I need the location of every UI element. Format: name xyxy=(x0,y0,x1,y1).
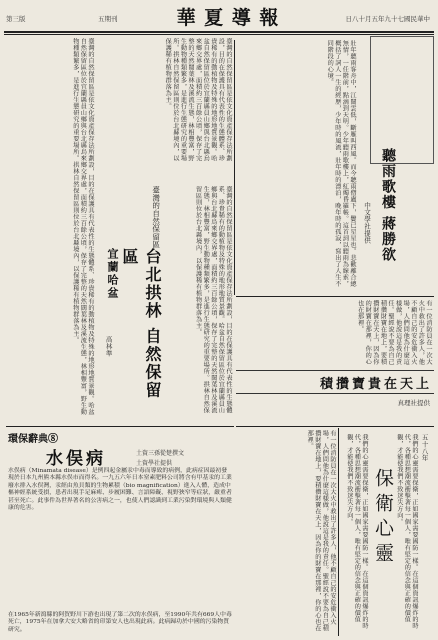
masthead xyxy=(0,0,438,34)
disease-title: 水俣病 xyxy=(46,449,106,469)
article-guard xyxy=(340,428,434,636)
row-rule-bottom xyxy=(236,426,434,427)
reserve-title: 台北拱林 自然保留區 xyxy=(120,248,162,400)
reserve-byline: 高林準 xyxy=(104,336,113,357)
article-poem xyxy=(236,36,434,294)
guard-date: 五十八年 xyxy=(420,434,429,462)
article-disease xyxy=(6,428,234,636)
guard-title: 保衛心靈 xyxy=(372,468,394,568)
fireman-title: 積攢寶貴在天上 xyxy=(319,377,432,392)
disease-author: 土資三孫從楚撰文 xyxy=(136,450,185,457)
fireman-body-top: 有一位消防員在一次大火中救出了許多人，他不顧自己的安危衝入火場，人們問他為什麼這樣做，他說這是我的責任。聖經說不要為自己積攢財寶在地上，要積攢財寶在天上，因為你的財寶在那裡，你的心也在那裡。 xyxy=(356,300,432,365)
reserve-series: 臺灣的自然保留區 xyxy=(151,186,161,249)
poem-byline: 中文學社提供 xyxy=(362,202,371,244)
row-rule-left xyxy=(6,426,234,427)
fireman-body-bottom: 有一位消防員在一次大火中救出了許多人，他不顧自己的安危衝入火場，人們問他為什麼這樣做，他說這是我的責任。聖經說不要為自己積攢財寶在地上，要積攢財寶在天上，因為你的財寶在那裡，你的心也在那裡。 xyxy=(306,430,336,632)
disease-author-2: 土資學社提供 xyxy=(136,460,173,467)
guard-body: 我們的心靈需要保衛，正如國家需要國防一樣。在這個資訊爆炸的時代，各種思想潮流衝擊著每一個人，唯有堅定的信念與正確的價值觀，才能使我們不致迷失方向。 xyxy=(395,434,418,629)
masthead-rule-thin xyxy=(4,34,434,35)
reserve-body-left: 臺灣的自然保留區是依文化資產保存法所劃設，目的在保護具有代表性的生態體系、珍貴稀有的動植物及特殊的地形地質景觀。哈盆自然保留區位於宜蘭縣員山鄉與台北縣烏來鄉交界處，面積約三百餘公頃，保存了完整的天然闊葉林及溪流生態，林相豐富，野生動物種類繁多，是進行生態研究的重要場所。拱林自然保留區則位於台北縣境內，以保護稀有植物群落為主。 xyxy=(71,38,94,415)
column-rule-bottom xyxy=(338,428,339,636)
column-rule-center xyxy=(234,40,235,295)
issue-label: 五期刊 xyxy=(98,15,118,23)
guard-body-left: 我們的心靈需要保衛，正如國家需要國防一樣。在這個資訊爆炸的時代，各種思想潮流衝擊著每一個人，唯有堅定的信念與正確的價值觀，才能使我們不致迷失方向。 xyxy=(345,434,368,629)
masthead-rule xyxy=(4,31,434,33)
disease-footnote: 在1965年新瀉縣的阿賀野川下游也出現了第二次的水俣病，至1990年共有669人中毒死亡，1975年在加拿大安大略省的印第安人也出現此病。此病歸功於中國的污染物質研究。 xyxy=(8,612,232,633)
disease-column-label: 環保辭典⑧ xyxy=(8,434,58,445)
poem-body: 壯年聽雨客舟中，江闊雲低，斷雁叫西風。而今聽雨僧廬下，鬢已星星也。悲歡離合總無情，一任階前，點滴到天明。少年聽雨歌樓上，紅燭昏羅帳。這首詞以聽雨為線索，概括了詞人一生的經歷，少年時的風流，壯年時的漂泊，晚年時的孤寂，寫出了人生不同階段的心境。 xyxy=(326,40,356,287)
newspaper-title: 華 夏 導 報 xyxy=(176,7,280,29)
fireman-byline: 真理社提供 xyxy=(397,399,430,407)
reserve-body-top: 臺灣的自然保留區是依文化資產保存法所劃設，目的在保護具有代表性的生態體系、珍貴稀有的動植物及特殊的地形地質景觀。哈盆自然保留區位於宜蘭縣員山鄉與台北縣烏來鄉交界處，面積約三百餘公頃，保存了完整的天然闊葉林及溪流生態，林相豐富，野生動物種類繁多，是進行生態研究的重要場所。拱林自然保留區則位於台北縣境內，以保護稀有植物群落為主。 xyxy=(164,38,232,162)
edition-left: 第三版 xyxy=(6,15,26,23)
reserve-body-right: 臺灣的自然保留區是依文化資產保存法所劃設，目的在保護具有代表性的生態體系、珍貴稀有的動植物及特殊的地形地質景觀。哈盆自然保留區位於宜蘭縣員山鄉與台北縣烏來鄉交界處，面積約三百餘公頃，保存了完整的天然闊葉林及溪流生態，林相豐富，野生動物種類繁多，是進行生態研究的重要場所。拱林自然保留區則位於台北縣境內，以保護稀有植物群落為主。 xyxy=(194,186,232,414)
poem-title-box xyxy=(370,36,434,164)
disease-body: 水俣病（Minamata disease）是例四起金屬汞中毒而導致的病例，此病症因最初發現於日本九州熊本縣水俣市而得名。一九五六年日本窒素肥料公司將含有甲基汞的工業廢水排入水俣灣，汞經由魚貝類的生物累積（bio magnification）進入人體，造成中樞神經系統受損，患者出現手足麻痺、步履困難、言語障礙、視野狹窄等症狀，嚴重者甚至死亡。此事件為世界著名的公害病之一，也使人們認識到工業污染對環境與人類健康的危害。 xyxy=(8,468,232,512)
article-reserve xyxy=(6,36,232,424)
article-fireman xyxy=(236,298,434,424)
poem-title: 聽雨歌樓 蔣勝欲 xyxy=(380,148,396,263)
date-line: 日八十月五年九十七國民華中 xyxy=(345,15,430,23)
reserve-subtitle: 宜蘭哈盆 xyxy=(106,248,119,300)
row-rule-fireman xyxy=(236,296,434,297)
